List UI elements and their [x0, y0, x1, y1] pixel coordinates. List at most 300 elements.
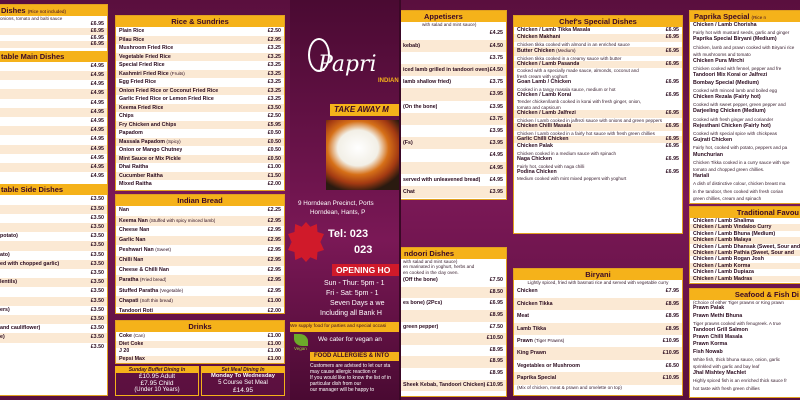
item-price: £2.95 [267, 256, 281, 263]
menu-item-row [0, 172, 107, 181]
allergy-line: particular dish from our [310, 381, 362, 387]
item-name-text: Cheese & Chilli Nan [119, 266, 170, 273]
menu-item-row [0, 163, 107, 172]
menu-item-row [0, 223, 107, 232]
item-price: £0.50 [267, 138, 281, 145]
item-price: £3.25 [267, 87, 281, 94]
menu-item-row [116, 307, 284, 317]
cover-panel: Papri INDIAN TAKE AWAY M 9 Horndean Precinct, Ports Horndean, Hants, P Tel: 023 023 OPENING HO Sun - Thur: 5pm - 1 Fri - Sat: 5pm - 1 Seven Days a we Including all Bank H We supply food for parties and special occasi Vegan We cater for vegan an FOOD ALLERGIES & INTO Customers are advised to let our sta may cause allergic reaction or If you would like to know the list of in particular dish from our our manager will be happy to [290, 0, 400, 400]
deal-set-meal: Set Meal Dining In Monday To Wednesday 5 Course Set Meal £14.95 [201, 366, 285, 396]
item-name [119, 216, 215, 227]
item-price: £2.95 [267, 266, 281, 273]
item-price: £3.50 [90, 288, 104, 295]
menu-item-row [0, 108, 107, 117]
dish-description: green chillies, cream and spinach [693, 195, 762, 201]
item-price: £0.50 [267, 130, 281, 136]
item-price: £2.50 [267, 28, 281, 34]
panel-indian-bread [115, 194, 285, 314]
item-name-text: es bone) (2Pcs) [403, 300, 443, 307]
dish-description: Tender chicken/lamb cooked in korai with fresh ginger, onion, [517, 99, 642, 105]
dish-description: Chicken / Lamb cooked in jalfrezi sauce with onions and green peppers [517, 117, 663, 123]
item-name-text: Chapati [119, 298, 139, 305]
menu-item-row [116, 112, 284, 121]
item-name: Chicken / Lamb Madras [693, 275, 753, 282]
item-price: £4.95 [489, 164, 503, 171]
item-name [0, 306, 10, 315]
item-name [119, 226, 149, 236]
item-name [119, 70, 185, 79]
menu-item-row [0, 99, 107, 108]
menu-item-row [116, 341, 284, 349]
item-name: Chicken / Lamb Pathia (Sweet, Sour and [693, 250, 794, 257]
item-price: £2.00 [267, 181, 281, 187]
menu-item-row [0, 333, 107, 342]
menu-item-row [514, 34, 682, 41]
item-name [517, 47, 576, 55]
item-name [403, 380, 485, 392]
item-name [119, 266, 169, 276]
item-price: £4.95 [90, 99, 104, 106]
item-price: £6.95 [665, 143, 679, 150]
item-price: £7.50 [489, 277, 503, 284]
item-price: £3.25 [267, 45, 281, 51]
item-name [517, 61, 579, 68]
item-name [119, 155, 181, 164]
item-name-text: Chicken Makhani [517, 34, 561, 41]
item-price: £6.95 [665, 110, 679, 117]
item-name [0, 324, 40, 333]
item-price: £8.95 [489, 312, 503, 318]
panel-title: Drinks [116, 321, 284, 332]
item-price: £3.25 [267, 79, 281, 85]
menu-item-row [401, 125, 506, 137]
item-price: £10.95 [662, 338, 679, 345]
item-name-text: Paprika Special [517, 375, 557, 382]
item-note: (Fruits) [170, 70, 185, 76]
menu-item-row [401, 162, 506, 174]
item-price: £8.50 [489, 288, 503, 295]
item-price: £10.95 [486, 381, 503, 388]
item-name [517, 143, 553, 150]
menu-item-row [116, 70, 284, 79]
menu-item-row [0, 324, 107, 333]
menu-item-row [0, 71, 107, 80]
menu-item-row [514, 347, 682, 359]
item-price: £3.95 [489, 140, 503, 147]
menu-item-row [116, 78, 284, 87]
menu-item-row [116, 180, 284, 189]
dish-name: Hariali [693, 173, 710, 180]
item-price: £2.95 [267, 236, 281, 243]
dish-name: Chicken / Lamb Chorisha [693, 22, 757, 28]
dish-description: Cooked with a specially made sauce, almonds, coconut and [517, 68, 639, 74]
menu-item-row [116, 266, 284, 276]
item-name-text: and cauliflower) [0, 325, 41, 332]
menu-item-row [0, 306, 107, 315]
item-price: £6.95 [665, 156, 679, 163]
item-price: £3.50 [90, 343, 104, 350]
menu-item-row [0, 195, 107, 204]
dish-description: Cooked with special spice with chickpeas [693, 131, 778, 137]
dish-name: Prawn Korma [693, 341, 728, 348]
item-price: £3.50 [90, 306, 104, 313]
dish-description: Fairly hot with mustard seeds, garlic and ginger [693, 30, 790, 36]
item-name [517, 136, 569, 143]
item-price: £4.25 [489, 30, 503, 37]
item-name [403, 298, 442, 310]
dish-description: en cooked in the clay oven. [403, 269, 459, 275]
item-name: Chicken / Lamb Bhuna (Medium) [693, 230, 776, 237]
item-name [119, 180, 152, 189]
item-price: £8.95 [665, 313, 679, 320]
dish-description: Cooked with sweet pepper, green pepper and [693, 102, 786, 108]
item-price: £4.95 [90, 145, 104, 152]
menu-item-row [0, 28, 107, 35]
item-price: £3.50 [90, 279, 104, 286]
panel-title: Biryani [514, 269, 682, 280]
menu-item-row [0, 145, 107, 154]
item-name [403, 275, 438, 287]
item-price: £1.00 [267, 340, 281, 347]
item-name [517, 34, 560, 41]
item-price: £6.95 [665, 27, 679, 33]
dish-name: Jhal Mishtey Machlet [693, 370, 746, 377]
item-price: £3.50 [90, 297, 104, 304]
item-price: £3.50 [90, 334, 104, 341]
item-price: £2.95 [267, 227, 281, 234]
item-name-text: Chilli Nan [119, 256, 144, 263]
item-note: (Sweet) [155, 247, 172, 253]
menu-item-row [116, 286, 284, 297]
menu-item-row [0, 214, 107, 223]
item-price: £3.25 [267, 70, 281, 77]
item-price: £3.50 [90, 325, 104, 332]
item-name [517, 347, 546, 359]
item-price: £6.95 [665, 61, 679, 68]
item-name [517, 323, 546, 335]
item-name [517, 310, 529, 322]
item-price: £6.95 [489, 300, 503, 307]
item-price: £4.95 [90, 90, 104, 97]
item-name [119, 53, 171, 62]
item-price: £4.95 [489, 152, 503, 159]
item-name [119, 61, 165, 70]
item-name [517, 335, 564, 347]
item-price: £3.50 [267, 104, 281, 111]
item-price: £3.50 [90, 242, 104, 249]
item-price: £0.50 [267, 155, 281, 162]
item-name-text: Keema Fried Rice [119, 104, 164, 111]
item-price: £3.75 [489, 115, 503, 122]
item-name [403, 101, 437, 113]
menu-item-row [514, 110, 682, 117]
item-name [119, 307, 153, 317]
item-price: £3.50 [90, 224, 104, 231]
item-note: (Tiger Prawns) [534, 338, 565, 344]
menu-item-row [514, 79, 682, 86]
dish-description: en marinated in yoghurt, herbs and [403, 264, 475, 270]
item-name [517, 298, 553, 310]
item-name [403, 137, 413, 149]
item-price: £1.00 [267, 355, 281, 362]
item-name [119, 36, 144, 45]
item-name-text: Chat [403, 189, 415, 196]
dish-name: Paprika Special Biryani (Medium) [693, 36, 777, 43]
item-name-text: Garlic Chilli Chicken [517, 135, 569, 142]
item-price: £4.95 [90, 71, 104, 78]
panel-chefs-special [513, 15, 683, 234]
item-name [517, 110, 576, 117]
item-name [119, 163, 148, 172]
item-price: £8.95 [489, 369, 503, 376]
menu-item-row [116, 356, 284, 364]
item-name-text: Pilau Rice [119, 36, 145, 43]
menu-item-row [0, 135, 107, 144]
panel-title: Rice & Sundries [116, 16, 284, 27]
item-name: Chicken / Lamb Rogan Josh [693, 256, 764, 263]
item-price: £2.95 [267, 247, 281, 254]
menu-item-row [116, 121, 284, 130]
item-name [517, 92, 571, 99]
item-name [119, 78, 156, 87]
menu-item-row [514, 47, 682, 55]
item-name-text: green pepper) [403, 323, 439, 330]
panel-title: Traditional Favou [690, 207, 800, 218]
menu-item-row [401, 76, 506, 88]
item-note: (Can) [133, 333, 145, 338]
item-price: £10.50 [486, 335, 503, 342]
menu-item-row [514, 27, 682, 34]
menu-item-row [0, 62, 107, 71]
dish-name: Prawn Methi Bhuna [693, 312, 743, 319]
menu-item-row [514, 169, 682, 176]
item-name [517, 169, 557, 176]
item-name [119, 146, 182, 155]
panel-title: ndoori Dishes [401, 248, 506, 259]
item-name-text: Diet Coke [119, 340, 144, 347]
menu-item-row [0, 251, 107, 260]
dish-description: fresh cream with yoghurt [517, 73, 568, 79]
dish-description: Fairly hot, cooked with potato, peppers and pa [693, 145, 788, 151]
dish-name: Tandoori Grill Salmon [693, 327, 748, 334]
item-name-text: Podina Chicken [517, 168, 557, 175]
item-price: £4.95 [90, 164, 104, 171]
item-price: £6.95 [665, 123, 679, 130]
item-price: £3.95 [489, 103, 503, 110]
item-name [119, 286, 183, 297]
item-price: £3.50 [90, 260, 104, 267]
item-price: £3.50 [90, 205, 104, 212]
menu-item-row [116, 44, 284, 53]
dish-description: Chicken cooked with fennel, pepper and fre [693, 66, 782, 72]
panel-title: Seafood & Fish Di [690, 289, 800, 300]
dish-description: tomato and chopped green chillies. [693, 167, 765, 173]
menu-item-row [401, 149, 506, 161]
dish-description: A dish of distinctive colour, chicken breast ma [693, 181, 786, 187]
menu-item-row [0, 126, 107, 135]
item-price: £3.75 [489, 79, 503, 86]
menu-item-row [401, 174, 506, 186]
item-name-text: lamb shallow fried) [403, 79, 451, 86]
menu-item-row [401, 137, 506, 149]
item-price: £8.95 [665, 300, 679, 307]
item-name [517, 79, 571, 86]
item-note: (Stuffed with spicy minced lamb) [149, 217, 216, 223]
menu-item-row [514, 92, 682, 99]
dish-description: Cooked with minced lamb and boiled egg [693, 87, 778, 93]
item-name-text: kebab) [403, 42, 421, 49]
menu-item-row [0, 35, 107, 42]
menu-item-row [401, 52, 506, 64]
menu-item-row [401, 345, 506, 357]
menu-item-row [116, 163, 284, 172]
item-price: £3.95 [489, 189, 503, 196]
item-price: £4.95 [90, 108, 104, 115]
item-name [403, 174, 480, 186]
dish-name: Darjeeling Chicken (Medium) [693, 108, 766, 115]
item-name-text: Mint Sauce or Mix Pickle [119, 155, 181, 162]
item-name-text: Onion or Mango Chutney [119, 147, 183, 153]
item-price: £1.00 [267, 333, 281, 339]
item-name [517, 360, 580, 372]
menu-item-row [514, 123, 682, 130]
menu-item-row [401, 333, 506, 345]
item-name-text: Egg Fried Rice [119, 79, 157, 85]
item-price: £1.50 [267, 172, 281, 179]
discount-badge [288, 222, 324, 262]
item-name-text: Butter Chicken [517, 48, 555, 55]
item-price: £6.95 [90, 41, 104, 48]
item-price: £4.95 [90, 154, 104, 161]
menu-item-row [0, 343, 107, 352]
item-name-text: Chicken / Lamb Korai [517, 92, 572, 99]
menu-item-row [0, 297, 107, 306]
dish-description: in the tandoor, then cooked with fresh corian [693, 188, 784, 194]
item-name [119, 44, 173, 53]
panel-tandoori: ndoori Dishes with salad and mint sauce) en marinated in yoghurt, herbs and en cooked in the clay oven. (Off the bone) £7.50 £8.50 es bone) (2Pcs) £6.95 £8.95 green pepper) £7.50 £10.50 £8.95 £8.95 £8.95 Sheek Kebab, Tandoori Chicken) £10.95 [401, 247, 507, 397]
menu-item-row [116, 104, 284, 113]
item-name [119, 206, 129, 216]
dish-description: Tiger prawns cooked with fenugreek. A true [693, 320, 781, 326]
item-price: £3.75 [489, 54, 503, 61]
item-price: £6.95 [665, 48, 679, 55]
dish-description: Fairly hot, cooked with naga chilli [517, 163, 585, 169]
item-price: £3.50 [90, 270, 104, 277]
item-price: £1.00 [267, 298, 281, 305]
menu-item-row [514, 136, 682, 143]
item-name-text: Nan [119, 207, 130, 213]
menu-item-row [116, 206, 284, 216]
dish-description: Medium cooked with mint mixed peppers with yoghurt [517, 176, 627, 182]
item-name-text: Kashmiri Fried Rice [119, 70, 169, 77]
menu-item-row [116, 275, 284, 286]
item-name-text: Mushroom Fried Rice [119, 45, 174, 51]
item-price: £6.95 [665, 34, 679, 41]
menu-item-row [514, 285, 682, 297]
menu-item-row [0, 154, 107, 163]
item-name-text: Vegetables or Mushroom [517, 362, 580, 369]
menu-item-row [514, 156, 682, 163]
item-price: £4.95 [489, 176, 503, 183]
item-price: £2.00 [267, 307, 281, 314]
menu-page-right [401, 0, 800, 400]
menu-item-row [401, 40, 506, 52]
item-price: £8.95 [489, 346, 503, 353]
item-note: (Spicy) [166, 138, 181, 144]
item-name-text: Chicken / Lamb Jalfrezi [517, 110, 576, 117]
item-name-text: ers) [0, 306, 10, 313]
menu-item-row [401, 113, 506, 125]
dish-description: Cooked with fresh ginger and coriander [693, 116, 774, 122]
menu-item-row [514, 310, 682, 322]
item-price: £6.95 [665, 168, 679, 175]
menu-item-row [116, 216, 284, 227]
item-price: £3.25 [267, 62, 281, 68]
item-name: Chicken / Lamb Korma [693, 262, 751, 269]
menu-item-row [401, 275, 506, 287]
menu-item-row [116, 36, 284, 45]
menu-item-row [116, 129, 284, 138]
dish-description: Chicken Tikka cooked in a curry sauce with spe [693, 159, 790, 165]
item-name [517, 156, 552, 163]
item-price: £2.95 [267, 277, 281, 284]
dish-name: Gujrati Chicken [693, 137, 733, 144]
item-price: £6.50 [665, 362, 679, 369]
item-name-text: Dhai Raitha [119, 164, 149, 170]
allergy-line: If you would like to know the list of in [310, 375, 391, 381]
item-name-text: Cucumber Raitha [119, 172, 163, 179]
item-name-text: King Prawn [517, 350, 547, 357]
menu-item-row [401, 64, 506, 76]
item-name-text: Garlic Fried Rice or Lemon Fried Rice [119, 96, 214, 102]
item-price: £4.95 [90, 136, 104, 143]
item-name-text: Chicken [517, 288, 538, 295]
item-name: Chicken / Lamb Malaya [693, 237, 752, 244]
dish-description: tomato and capsicum [517, 104, 561, 110]
item-name [119, 138, 181, 147]
item-price: £3.95 [489, 128, 503, 135]
item-name [403, 40, 420, 52]
item-name: Chicken / Lamb Dupiaza [693, 269, 754, 276]
item-price: £3.50 [90, 214, 104, 221]
item-price: £7.50 [489, 323, 503, 330]
item-name [517, 123, 571, 130]
item-price: £2.25 [267, 207, 281, 213]
dish-description: Chicken tikka cooked in a creamy sauce with butter [517, 55, 622, 61]
menu-item-row [116, 236, 284, 246]
panel-title: Dishes (Rice not included) [0, 5, 107, 16]
panel-appetisers: Appetisers with salad and mint sauce) £4.25 kebab) £4.50 £3.75 iced lamb grilled in tandoori oven) £4.50 lamb shallow fried) £3.75 £3.95 (On the bone) £3.95 £3.75 £3.95 (Fs) £3.95 £4.95 £4.95 served with unleavened bread) £4.95 Chat £3.95 [401, 10, 507, 200]
allergy-line: Customers are advised to let our sta [310, 363, 391, 369]
item-name-text: Special Fried Rice [119, 62, 165, 68]
dish-description: Chicken cooked in a medium sauce with spinach [517, 150, 617, 156]
menu-item-row [401, 88, 506, 100]
item-name [0, 278, 17, 287]
item-name [119, 121, 176, 130]
item-name-text: Plain Rice [119, 28, 145, 34]
item-price: £6.95 [665, 135, 679, 142]
menu-item-row [514, 61, 682, 68]
dish-description: Chicken, lamb and prawn cooked with Biryani rice [693, 44, 795, 50]
logo: Papri INDIAN [318, 38, 400, 88]
dish-name: Munchurian [693, 151, 724, 158]
item-price: £3.50 [90, 251, 104, 258]
menu-item-row [0, 269, 107, 278]
item-name-text: Peshwari Nan [119, 247, 154, 254]
menu-item-row [514, 323, 682, 335]
item-name-text: Chicken Palak [517, 143, 553, 150]
menu-item-row [116, 146, 284, 155]
